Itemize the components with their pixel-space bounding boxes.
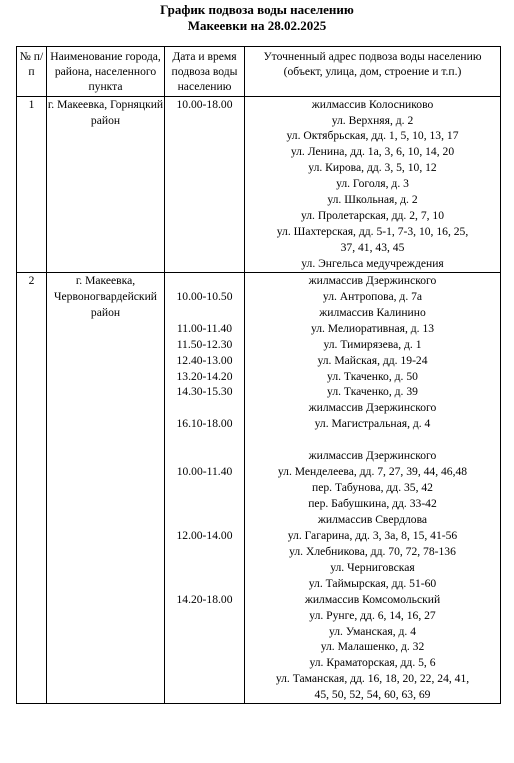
address-line bbox=[245, 432, 500, 448]
address-line: ул. Майская, дд. 19-24 bbox=[317, 353, 428, 367]
address-line: ул. Таймырская, дд. 51-60 bbox=[308, 576, 437, 590]
address-line: жилмассив Колосниково bbox=[311, 97, 434, 111]
time-slot bbox=[165, 273, 244, 289]
time-cell bbox=[165, 272, 245, 703]
address-line: ул. Мелиоративная, д. 13 bbox=[310, 321, 435, 335]
address-line: ул. Гагарина, дд. 3, 3а, 8, 15, 41-56 bbox=[287, 528, 458, 542]
document-title bbox=[0, 2, 514, 34]
district-name: г. Макеевка, Червоногвардейский район bbox=[47, 272, 165, 703]
address-cell bbox=[245, 272, 501, 703]
time-slot bbox=[165, 113, 244, 129]
time-slot bbox=[165, 512, 244, 528]
time-slot bbox=[165, 224, 244, 240]
time-slot bbox=[165, 208, 244, 224]
time-slot bbox=[165, 687, 244, 703]
time-slot bbox=[165, 240, 244, 256]
time-slot: 14.20-18.00 bbox=[176, 592, 233, 606]
address-line: ул. Рунге, дд. 6, 14, 16, 27 bbox=[309, 608, 436, 622]
time-slot bbox=[165, 480, 244, 496]
time-slot: 12.00-14.00 bbox=[176, 528, 233, 542]
title-line-1: График подвоза воды населению bbox=[160, 2, 354, 17]
address-line: ул. Школьная, д. 2 bbox=[327, 193, 418, 207]
address-line: ул. Ткаченко, д. 50 bbox=[327, 369, 418, 383]
time-slot: 10.00-11.40 bbox=[176, 465, 233, 479]
address-line: ул. Антропова, д. 7а bbox=[322, 289, 423, 303]
header-row bbox=[17, 47, 501, 97]
header-number: № п/п bbox=[17, 47, 47, 97]
address-line: ул. Таманская, дд. 16, 18, 20, 22, 24, 41, bbox=[275, 672, 470, 686]
address-line: ул. Ленина, дд. 1а, 3, 6, 10, 14, 20 bbox=[290, 145, 455, 159]
address-line: ул. Ткаченко, д. 39 bbox=[327, 385, 418, 399]
time-slot: 11.00-11.40 bbox=[176, 321, 233, 335]
table-row bbox=[17, 96, 501, 272]
time-slot bbox=[165, 608, 244, 624]
row-number: 2 bbox=[17, 272, 47, 703]
address-cell bbox=[245, 96, 501, 272]
time-slot bbox=[165, 671, 244, 687]
time-slot bbox=[165, 256, 244, 272]
time-slot bbox=[165, 496, 244, 512]
time-slot bbox=[165, 655, 244, 671]
time-slot: 14.30-15.30 bbox=[176, 385, 233, 399]
address-line: жилмассив Дзержинского bbox=[308, 401, 437, 415]
address-line: ул. Пролетарская, дд. 2, 7, 10 bbox=[300, 209, 445, 223]
address-line: ул. Кирова, дд. 3, 5, 10, 12 bbox=[308, 161, 437, 175]
address-line: жилмассив Дзержинского bbox=[308, 449, 437, 463]
time-slot: 16.10-18.00 bbox=[176, 417, 233, 431]
time-slot bbox=[165, 400, 244, 416]
time-slot bbox=[165, 192, 244, 208]
time-slot bbox=[165, 305, 244, 321]
time-slot bbox=[165, 560, 244, 576]
address-line: ул. Гоголя, д. 3 bbox=[336, 177, 409, 191]
water-schedule-table bbox=[16, 46, 501, 704]
address-line: ул. Магистральная, д. 4 bbox=[314, 417, 431, 431]
time-slot: 10.00-18.00 bbox=[176, 97, 233, 111]
time-cell bbox=[165, 96, 245, 272]
table-body bbox=[17, 96, 501, 704]
address-line: ул. Верхняя, д. 2 bbox=[331, 113, 414, 127]
address-line: 37, 41, 43, 45 bbox=[340, 241, 405, 255]
address-line: пер. Табунова, дд. 35, 42 bbox=[312, 481, 433, 495]
time-slot bbox=[165, 144, 244, 160]
address-line: 45, 50, 52, 54, 60, 63, 69 bbox=[314, 688, 431, 702]
header-district: Наименование города, района, населенного пункта bbox=[47, 47, 165, 97]
time-slot bbox=[165, 624, 244, 640]
address-line: пер. Бабушкина, дд. 33-42 bbox=[308, 497, 437, 511]
time-slot: 10.00-10.50 bbox=[176, 289, 233, 303]
address-line: ул. Менделеева, дд. 7, 27, 39, 44, 46,48 bbox=[277, 465, 468, 479]
time-slot bbox=[165, 176, 244, 192]
row-number: 1 bbox=[17, 96, 47, 272]
header-time: Дата и время подвоза воды населению bbox=[165, 47, 245, 97]
time-slot bbox=[165, 128, 244, 144]
address-line: жилмассив Комсомольский bbox=[304, 592, 441, 606]
table-row bbox=[17, 272, 501, 703]
address-line: ул. Шахтерская, дд. 5-1, 7-3, 10, 16, 25, bbox=[276, 225, 469, 239]
time-slot bbox=[165, 576, 244, 592]
time-slot bbox=[165, 432, 244, 448]
address-line: ул. Краматорская, дд. 5, 6 bbox=[309, 656, 436, 670]
address-line: ул. Тимирязева, д. 1 bbox=[323, 337, 422, 351]
address-line: жилмассив Свердлова bbox=[317, 512, 428, 526]
time-slot: 13.20-14.20 bbox=[176, 369, 233, 383]
address-line: жилмассив Калинино bbox=[319, 305, 426, 319]
address-line: ул. Октябрьская, дд. 1, 5, 10, 13, 17 bbox=[286, 129, 459, 143]
address-line: жилмассив Дзержинского bbox=[308, 273, 437, 287]
address-line: ул. Энгельса медучреждения bbox=[301, 256, 444, 270]
time-slot: 12.40-13.00 bbox=[176, 353, 233, 367]
title-line-2: Макеевки на 28.02.2025 bbox=[187, 18, 327, 33]
district-name: г. Макеевка, Горняцкий район bbox=[47, 96, 165, 272]
address-line: ул. Хлебникова, дд. 70, 72, 78-136 bbox=[289, 544, 456, 558]
header-address: Уточненный адрес подвоза воды населению (объект, улица, дом, строение и т.п.) bbox=[245, 47, 501, 97]
address-line: ул. Уманская, д. 4 bbox=[328, 624, 417, 638]
time-slot: 11.50-12.30 bbox=[176, 337, 233, 351]
time-slot bbox=[165, 448, 244, 464]
time-slot bbox=[165, 639, 244, 655]
address-line: ул. Черниговская bbox=[330, 560, 415, 574]
address-line: ул. Малашенко, д. 32 bbox=[320, 640, 425, 654]
time-slot bbox=[165, 544, 244, 560]
time-slot bbox=[165, 160, 244, 176]
